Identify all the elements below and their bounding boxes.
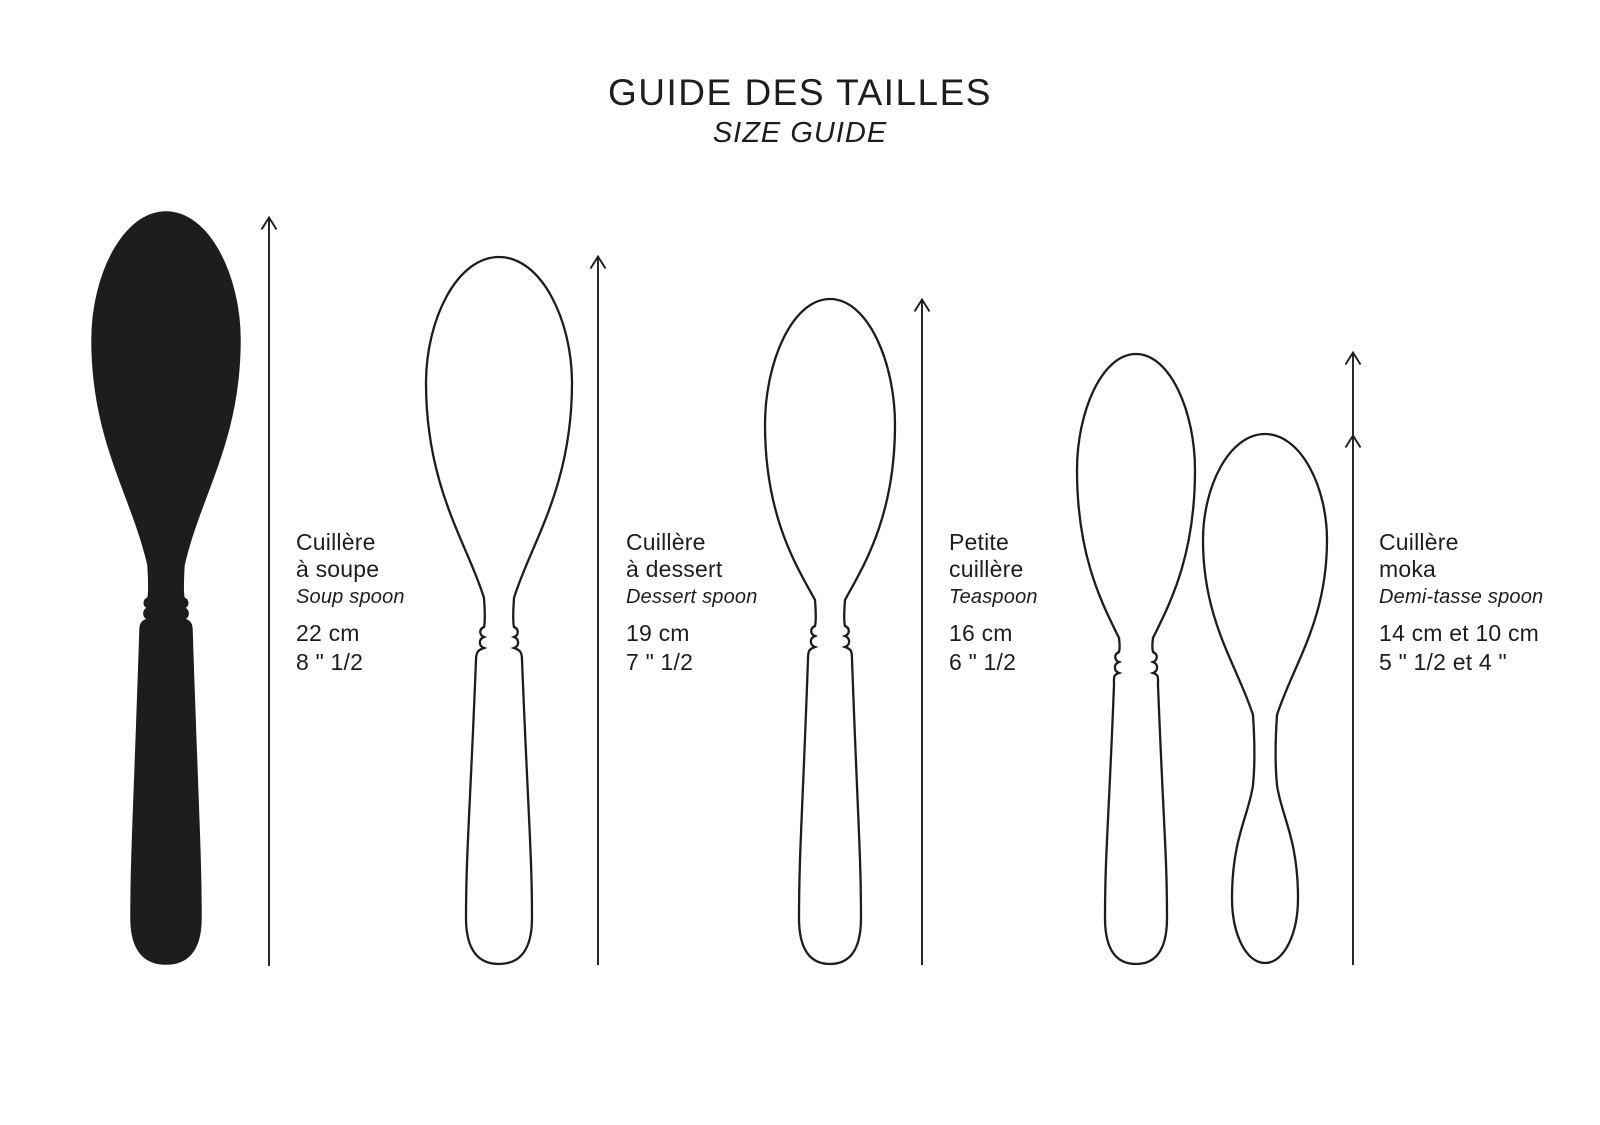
teaspoon-name-fr-line1: Petite <box>949 529 1010 555</box>
moka-spoon-name-en: Demi-tasse spoon <box>1379 586 1544 608</box>
dessert-spoon-height-arrow <box>591 257 606 966</box>
page-title: GUIDE DES TAILLES <box>608 72 992 113</box>
soup-spoon-name-fr-line1: Cuillère <box>296 529 376 555</box>
label-dessert-spoon <box>626 529 866 677</box>
moka-spoon-size-imperial: 5 " 1/2 et 4 " <box>1379 649 1507 675</box>
moka-spoon-size-metric: 14 cm et 10 cm <box>1379 620 1540 646</box>
teaspoon-name-fr-line2: cuillère <box>949 556 1024 582</box>
label-soup-spoon <box>296 529 536 677</box>
moka-spoon-name-fr-line1: Cuillère <box>1379 529 1459 555</box>
soup-spoon-name-fr-line2: à soupe <box>296 556 380 582</box>
dessert-spoon-name-en: Dessert spoon <box>626 586 758 608</box>
label-moka-spoon <box>1379 529 1600 677</box>
moka-spoon-small-outline <box>1203 434 1327 963</box>
page-subtitle: SIZE GUIDE <box>712 116 888 149</box>
soup-spoon-name-en: Soup spoon <box>296 586 405 608</box>
teaspoon-size-imperial: 6 " 1/2 <box>949 649 1017 675</box>
moka-spoon-name-fr-line2: moka <box>1379 556 1437 582</box>
dessert-spoon-name-fr-line1: Cuillère <box>626 529 706 555</box>
label-teaspoon <box>949 529 1189 677</box>
teaspoon-name-en: Teaspoon <box>949 586 1038 608</box>
dessert-spoon-size-imperial: 7 " 1/2 <box>626 649 694 675</box>
dessert-spoon-size-metric: 19 cm <box>626 620 690 646</box>
moka-spoon-height-arrow <box>1346 353 1361 966</box>
soup-spoon-size-metric: 22 cm <box>296 620 360 646</box>
soup-spoon-size-imperial: 8 " 1/2 <box>296 649 364 675</box>
dessert-spoon-name-fr-line2: à dessert <box>626 556 723 582</box>
teaspoon-size-metric: 16 cm <box>949 620 1013 646</box>
teaspoon-height-arrow <box>915 300 930 966</box>
soup-spoon-height-arrow <box>262 218 277 967</box>
soup-spoon-silhouette <box>92 212 240 964</box>
